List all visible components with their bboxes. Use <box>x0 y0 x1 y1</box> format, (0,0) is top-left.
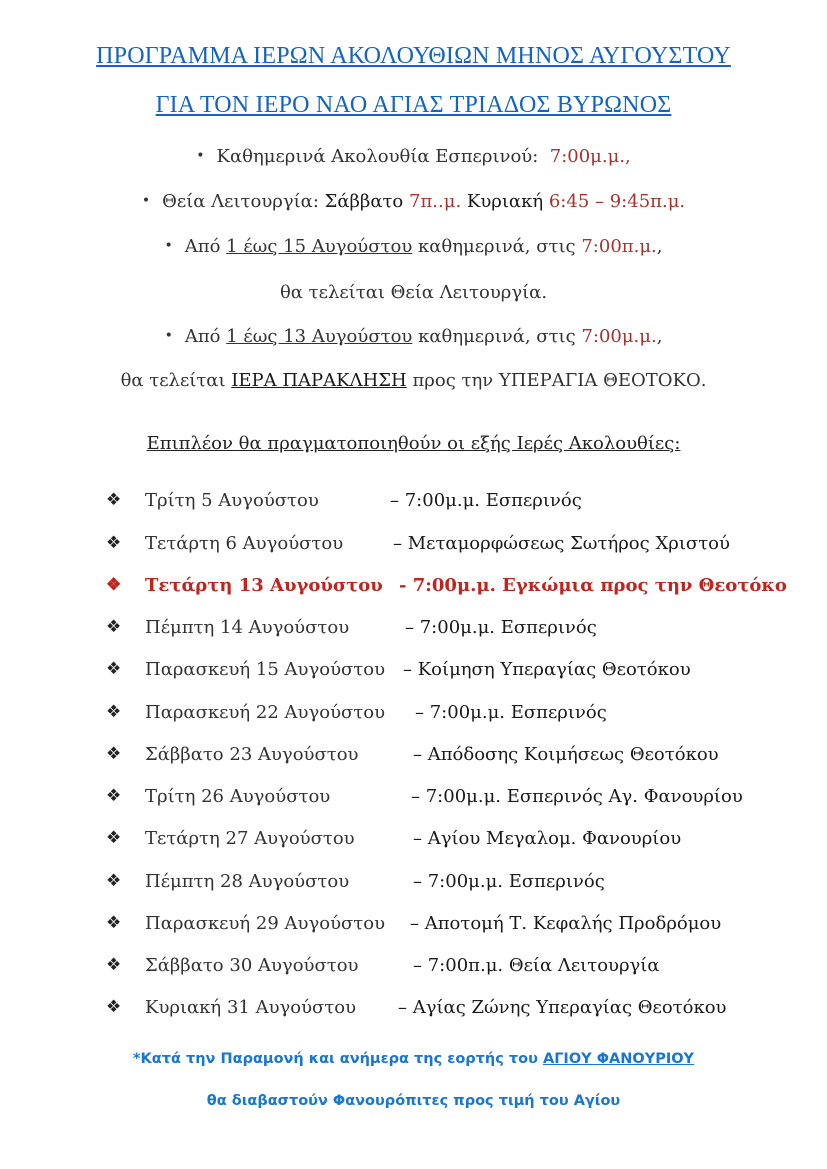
service-event: – Απόδοσης Κοιμήσεως Θεοτόκου <box>413 744 719 765</box>
footer-note-line-1 <box>0 1051 827 1067</box>
service-event: – 7:00μ.μ. Εσπερινός <box>413 871 605 892</box>
aug1-15-middle: καθημερινά, στις <box>418 236 576 257</box>
diamond-bullet-icon: ❖ <box>106 871 122 891</box>
aug1-13-range: 1 έως 13 Αυγούστου <box>226 326 413 347</box>
list-item <box>0 702 827 728</box>
list-item <box>0 533 827 559</box>
service-event: – Αποτομή Τ. Κεφαλής Προδρόμου <box>410 913 722 934</box>
vespers-label: Καθημερινά Ακολουθία Εσπερινού: <box>216 146 539 167</box>
schedule-vespers <box>0 146 827 167</box>
aug1-13-line2-prefix: θα τελείται <box>120 370 226 391</box>
service-day: Σάββατο 23 Αυγούστου <box>145 744 359 765</box>
liturgy-label: Θεία Λειτουργία: <box>162 191 319 212</box>
diamond-bullet-icon: ❖ <box>106 659 122 679</box>
list-item-highlighted <box>0 575 827 601</box>
list-item <box>0 913 827 939</box>
service-day: Σάββατο 30 Αυγούστου <box>145 955 359 976</box>
aug1-13-service: ΙΕΡΑ ΠΑΡΑΚΛΗΣΗ <box>231 370 407 391</box>
service-day: Τρίτη 5 Αυγούστου <box>145 490 319 511</box>
service-day: Παρασκευή 15 Αυγούστου <box>145 659 386 680</box>
list-item <box>0 997 827 1023</box>
list-item <box>0 955 827 981</box>
service-day: Κυριακή 31 Αυγούστου <box>145 997 357 1018</box>
liturgy-saturday-label: Σάββατο <box>324 191 404 212</box>
page-title-line-1: ΠΡΟΓΡΑΜΜΑ ΙΕΡΩΝ ΑΚΟΛΟΥΘΙΩΝ ΜΗΝΟΣ ΑΥΓΟΥΣΤΟΥ <box>96 43 731 69</box>
aug1-15-time: 7:00π.μ. <box>581 236 657 257</box>
footer-note-line-2: θα διαβαστούν Φανουρόπιτες προς τιμή του Αγίου <box>206 1093 621 1109</box>
service-event: – Αγίου Μεγαλομ. Φανουρίου <box>413 828 682 849</box>
vespers-time: 7:00μ.μ., <box>549 146 631 167</box>
aug1-13-line2 <box>0 370 827 391</box>
diamond-bullet-icon: ❖ <box>106 828 122 848</box>
footer-note-prefix: *Κατά την Παραμονή και ανήμερα της εορτής του <box>132 1051 538 1067</box>
list-item <box>0 871 827 897</box>
list-item <box>0 617 827 643</box>
aug1-15-range: 1 έως 15 Αυγούστου <box>226 236 413 257</box>
service-day: Παρασκευή 29 Αυγούστου <box>145 913 386 934</box>
diamond-bullet-icon: ❖ <box>106 702 122 722</box>
service-event: – 7:00π.μ. Θεία Λειτουργία <box>413 955 660 976</box>
bullet-icon: • <box>141 193 151 209</box>
diamond-bullet-icon: ❖ <box>106 533 122 553</box>
service-day: Πέμπτη 28 Αυγούστου <box>145 871 350 892</box>
service-event: – 7:00μ.μ. Εσπερινός <box>390 490 582 511</box>
list-item <box>0 490 827 516</box>
diamond-bullet-icon: ❖ <box>106 913 122 933</box>
diamond-bullet-icon: ❖ <box>106 744 122 764</box>
aug1-15-line2: θα τελείται Θεία Λειτουργία. <box>279 282 548 303</box>
schedule-aug1-13 <box>0 326 827 347</box>
bullet-icon: • <box>164 328 173 344</box>
bullet-icon: • <box>164 238 173 254</box>
diamond-bullet-icon: ❖ <box>106 786 122 806</box>
service-event: – 7:00μ.μ. Εσπερινός <box>405 617 597 638</box>
service-event: – Μεταμορφώσεως Σωτήρος Χριστού <box>393 533 730 554</box>
liturgy-saturday-time: 7π..μ. <box>409 191 462 212</box>
diamond-bullet-icon: ❖ <box>106 617 122 637</box>
diamond-bullet-icon: ❖ <box>106 997 122 1017</box>
aug1-15-comma: , <box>656 236 663 257</box>
page-title-line-2: ΓΙΑ ΤΟΝ ΙΕΡΟ ΝΑΟ ΑΓΙΑΣ ΤΡΙΑΔΟΣ ΒΥΡΩΝΟΣ <box>155 92 672 118</box>
list-item <box>0 744 827 770</box>
aug1-13-comma: , <box>656 326 663 347</box>
diamond-bullet-icon: ❖ <box>106 490 122 510</box>
service-event: - 7:00μ.μ. Εγκώμια προς την Θεοτόκο <box>399 575 787 596</box>
list-item <box>0 786 827 812</box>
service-day: Τετάρτη 27 Αυγούστου <box>145 828 355 849</box>
list-item <box>0 659 827 685</box>
aug1-13-line2-suffix: προς την ΥΠΕΡΑΓΙΑ ΘΕΟΤΟΚΟ. <box>412 370 707 391</box>
diamond-bullet-icon: ❖ <box>106 575 122 595</box>
service-event: – 7:00μ.μ. Εσπερινός Αγ. Φανουρίου <box>411 786 743 807</box>
aug1-13-time: 7:00μ.μ. <box>581 326 657 347</box>
service-day: Πέμπτη 14 Αυγούστου <box>145 617 350 638</box>
schedule-aug1-15 <box>0 236 827 257</box>
diamond-bullet-icon: ❖ <box>106 955 122 975</box>
footer-note-saint: ΑΓΙΟΥ ΦΑΝΟΥΡΙΟΥ <box>542 1051 695 1067</box>
service-event: – Αγίας Ζώνης Υπεραγίας Θεοτόκου <box>398 997 727 1018</box>
liturgy-sunday-label: Κυριακή <box>466 191 544 212</box>
aug1-15-prefix: Από <box>184 236 221 257</box>
service-day: Παρασκευή 22 Αυγούστου <box>145 702 386 723</box>
bullet-icon: • <box>196 148 205 164</box>
extra-services-heading: Επιπλέον θα πραγματοποιηθούν οι εξής Ιερές Ακολουθίες: <box>146 433 681 454</box>
service-day: Τετάρτη 6 Αυγούστου <box>145 533 344 554</box>
list-item <box>0 828 827 854</box>
service-day: Τετάρτη 13 Αυγούστου <box>145 575 383 596</box>
service-event: – 7:00μ.μ. Εσπερινός <box>415 702 607 723</box>
schedule-liturgy <box>0 191 827 212</box>
aug1-13-middle: καθημερινά, στις <box>418 326 576 347</box>
aug1-13-prefix: Από <box>184 326 221 347</box>
service-day: Τρίτη 26 Αυγούστου <box>145 786 331 807</box>
liturgy-sunday-time: 6:45 – 9:45π.μ. <box>548 191 686 212</box>
service-event: – Κοίμηση Υπεραγίας Θεοτόκου <box>403 659 691 680</box>
